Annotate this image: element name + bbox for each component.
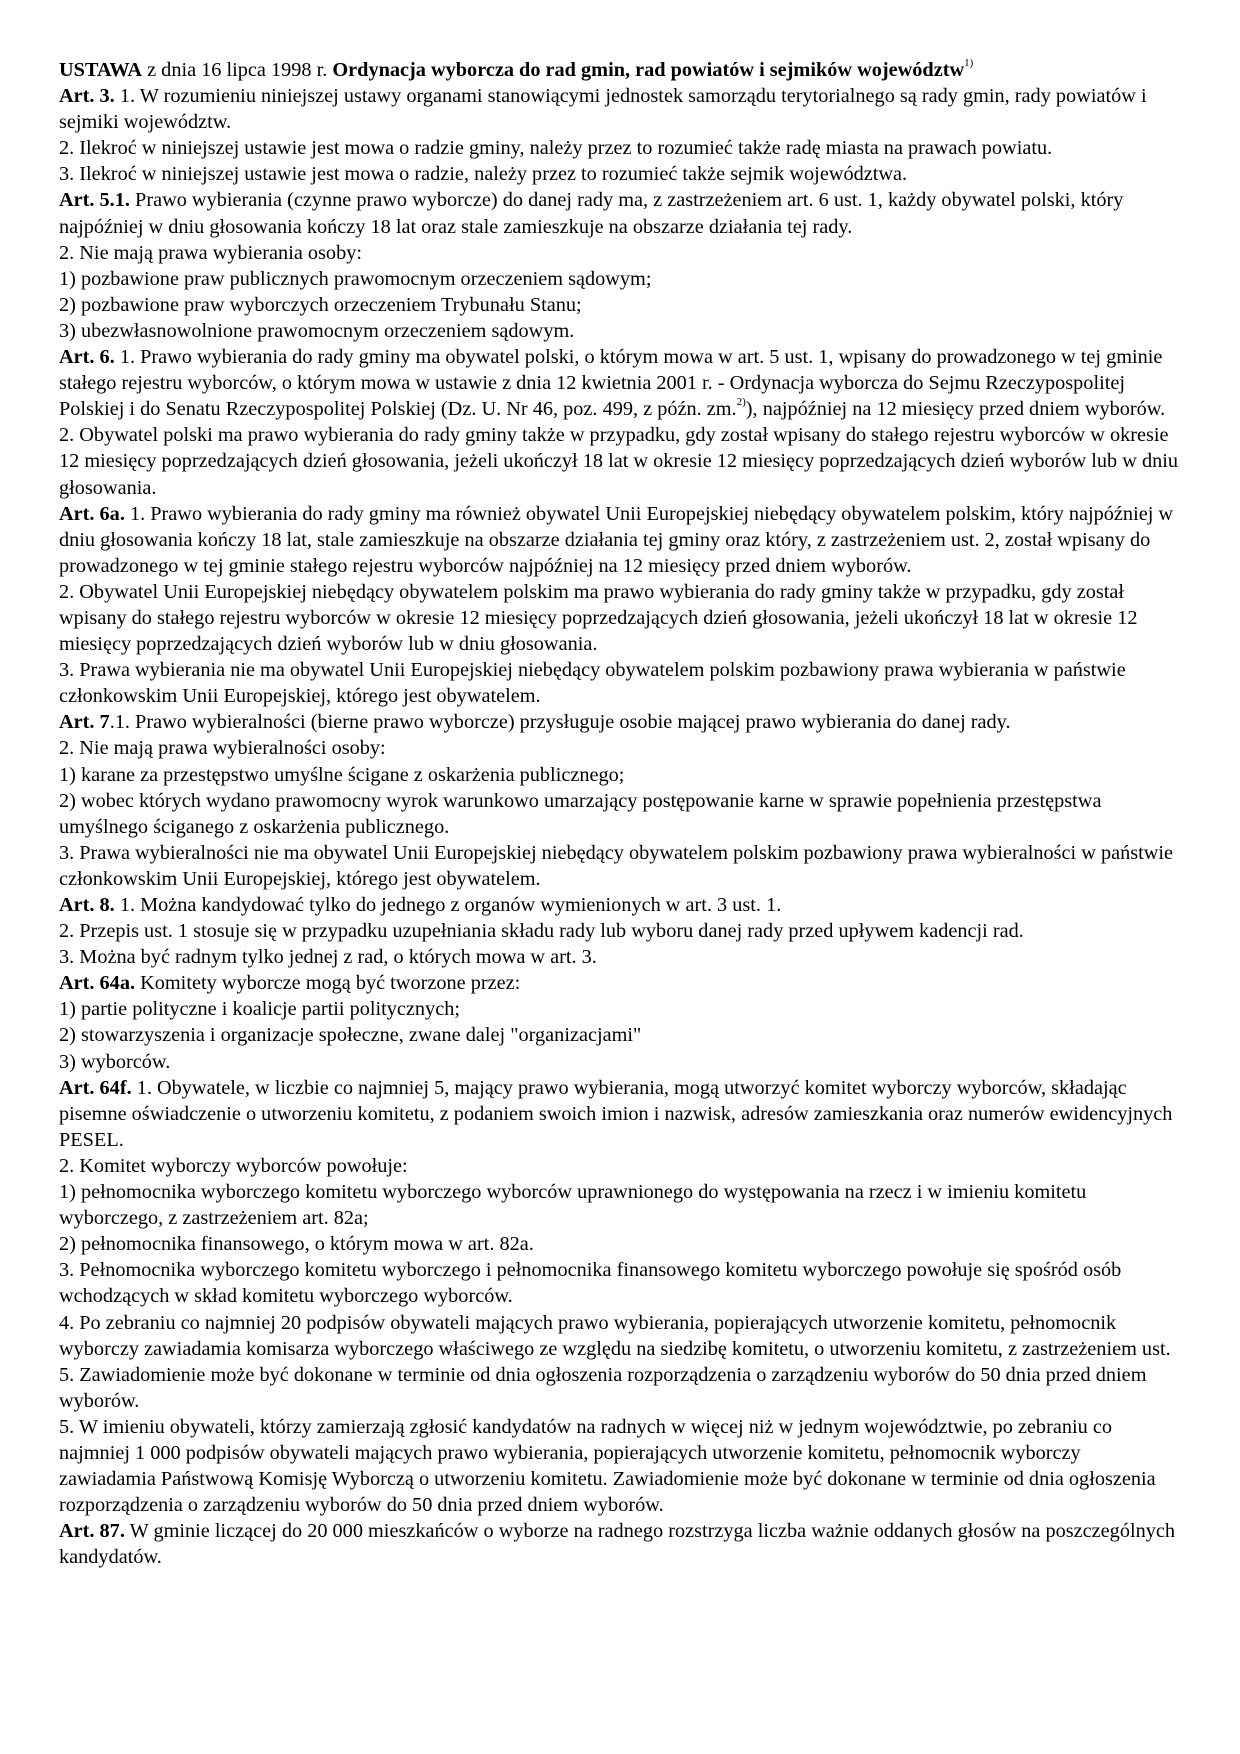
document-body [59,83,1181,1570]
paragraph-text: 3) ubezwłasnowolnione prawomocnym orzeczeniem sądowym. [59,319,575,342]
paragraph [59,892,1181,918]
article-number: Art. 64f. [59,1076,132,1099]
article-number: Art. 5.1. [59,189,130,212]
paragraph [59,996,1181,1022]
paragraph-text: 2. Obywatel Unii Europejskiej niebędący obywatelem polskim ma prawo wybierania do rady gminy także w przypadku, gdy został wpisany do stałego rejestru wyborców w okresie 12 miesięcy poprzedzających dzień głosowania, jeżeli ukończył 18 lat w okresie 12 miesięcy poprzedzających dzień wyborów lub w dniu głosowania. [59,580,1138,656]
article-number: Art. 64a. [59,972,136,995]
article-number: Art. 7 [59,711,110,734]
paragraph-text: 3. Pełnomocnika wyborczego komitetu wyborczego i pełnomocnika finansowego komitetu wyborczego powołuje się spośród osób wchodzących w skład komitetu wyborczego wyborców. [59,1259,1122,1308]
paragraph [59,344,1181,422]
paragraph-text-tail: ), najpóźniej na 12 miesięcy przed dniem wyborów. [745,398,1166,421]
paragraph-text: 3. Prawa wybierania nie ma obywatel Unii Europejskiej niebędący obywatelem polskim pozbawiony prawa wybierania w państwie członkowskim Unii Europejskiej, którego jest obywatelem. [59,659,1126,708]
paragraph [59,83,1181,135]
paragraph-text: 1) pełnomocnika wyborczego komitetu wyborczego wyborców uprawnionego do występowania na rzecz i w imieniu komitetu wyborczego, z zastrzeżeniem art. 82a; [59,1181,1087,1230]
paragraph-text: Komitety wyborcze mogą być tworzone przez: [135,972,521,995]
title-name: Ordynacja wyborcza do rad gmin, rad powiatów i sejmików województw [332,59,965,81]
paragraph [59,1049,1181,1075]
paragraph-text: 2) stowarzyszenia i organizacje społeczne, zwane dalej "organizacjami" [59,1024,642,1047]
paragraph [59,161,1181,187]
paragraph [59,187,1181,239]
paragraph [59,1179,1181,1231]
paragraph-text: 2) wobec których wydano prawomocny wyrok warunkowo umarzający postępowanie karne w sprawie popełnienia przestępstwa umyślnego ściganego z oskarżenia publicznego. [59,789,1102,838]
paragraph-text: 2. Przepis ust. 1 stosuje się w przypadku uzupełniania składu rady lub wyboru danej rady przed upływem kadencji rad. [59,920,1024,943]
paragraph-text: 1) partie polityczne i koalicje partii politycznych; [59,998,460,1021]
document-title [59,57,1181,83]
paragraph [59,266,1181,292]
paragraph [59,918,1181,944]
paragraph [59,762,1181,788]
paragraph-text: 2. Nie mają prawa wybierania osoby: [59,241,362,264]
paragraph [59,1257,1181,1309]
paragraph [59,240,1181,266]
article-number: Art. 8. [59,894,115,916]
paragraph [59,1310,1181,1414]
paragraph-text: 1. W rozumieniu niniejszej ustawy organami stanowiącymi jednostek samorządu terytorialnego są rady gmin, rady powiatów i sejmiki województw. [59,85,1147,134]
paragraph-text: 4. Po zebraniu co najmniej 20 podpisów obywateli mających prawo wybierania, popierających utworzenie komitetu, pełnomocnik wyborczy zawiadamia komisarza wyborczego właściwego ze względu na siedzibę komitetu, o utworzeniu komitetu, z zastrzeżeniem ust. 5. Zawiadomienie może być dokonane w terminie od dnia ogłoszenia rozporządzenia o zarządzeniu wyborów do 50 dnia przed dniem wyborów. [59,1311,1171,1412]
paragraph [59,292,1181,318]
paragraph-text: Prawo wybierania (czynne prawo wyborcze) do danej rady ma, z zastrzeżeniem art. 6 ust. 1, każdy obywatel polski, który najpóźniej w dniu głosowania kończy 18 lat oraz stale zamieszkuje na obszarze działania tej rady. [59,189,1124,238]
footnote-ref: 2) [736,396,746,409]
paragraph [59,1153,1181,1179]
paragraph-text: 1. Można kandydować tylko do jednego z organów wymienionych w art. 3 ust. 1. [114,894,782,916]
paragraph-text: 3. Można być radnym tylko jednej z rad, o których mowa w art. 3. [59,946,597,969]
paragraph-text: 5. W imieniu obywateli, którzy zamierzają zgłosić kandydatów na radnych w więcej niż w jednym województwie, po zebraniu co najmniej 1 000 podpisów obywateli mających prawo wybierania, popierających utworzenie komitetu, pełnomocnik wyborczy zawiadamia Państwową Komisję Wyborczą o utworzeniu komitetu. Zawiadomienie może być dokonane w terminie od dnia ogłoszenia rozporządzenia o zarządzeniu wyborów do 50 dnia przed dniem wyborów. [59,1415,1156,1517]
title-footnote: 1) [964,57,974,70]
paragraph [59,709,1181,735]
paragraph-text: 3. Ilekroć w niniejszej ustawie jest mowa o radzie, należy przez to rozumieć także sejmik województwa. [59,163,908,186]
paragraph [59,135,1181,161]
paragraph-text: 2) pozbawione praw wyborczych orzeczeniem Trybunału Stanu; [59,293,582,316]
paragraph [59,1231,1181,1257]
paragraph-text: 1. Prawo wybierania do rady gminy ma obywatel polski, o którym mowa w art. 5 ust. 1, wpisany do prowadzonego w tej gminie stałego rejestru wyborców, o którym mowa w ustawie z dnia 12 kwietnia 2001 r. - Ordynacja wyborcza do Sejmu Rzeczypospolitej Polskiej i do Senatu Rzeczypospolitej Polskiej (Dz. U. Nr 46, poz. 499, z późn. zm. [59,346,1163,421]
paragraph [59,1022,1181,1048]
paragraph-text: W gminie liczącej do 20 000 mieszkańców o wyborze na radnego rozstrzyga liczba ważnie oddanych głosów na poszczególnych kandydatów. [59,1520,1176,1569]
paragraph [59,840,1181,892]
paragraph [59,1518,1181,1570]
paragraph [59,501,1181,579]
paragraph-text: 1) pozbawione praw publicznych prawomocnym orzeczeniem sądowym; [59,267,652,290]
document-page [59,57,1181,1570]
paragraph-text: 2. Ilekroć w niniejszej ustawie jest mowa o radzie gminy, należy przez to rozumieć także radę miasta na prawach powiatu. [59,137,1053,160]
paragraph-text: 3. Prawa wybieralności nie ma obywatel Unii Europejskiej niebędący obywatelem polskim pozbawiony prawa wybieralności w państwie członkowskim Unii Europejskiej, którego jest obywatelem. [59,841,1174,890]
paragraph-text: 1) karane za przestępstwo umyślne ścigane z oskarżenia publicznego; [59,763,625,786]
paragraph [59,1414,1181,1518]
paragraph [59,735,1181,761]
paragraph [59,970,1181,996]
title-date: z dnia 16 lipca 1998 r. [142,59,333,81]
paragraph-text: 2) pełnomocnika finansowego, o którym mowa w art. 82a. [59,1233,534,1256]
paragraph-text: 2. Obywatel polski ma prawo wybierania do rady gminy także w przypadku, gdy został wpisany do stałego rejestru wyborców w okresie 12 miesięcy poprzedzających dzień głosowania, jeżeli ukończył 18 lat w okresie 12 miesięcy poprzedzających dzień wyborów lub w dniu głosowania. [59,424,1179,499]
paragraph-text: 1. Prawo wybierania do rady gminy ma również obywatel Unii Europejskiej niebędący obywatelem polskim, który najpóźniej w dniu głosowania kończy 18 lat, stale zamieszkuje na obszarze działania tej gminy oraz który, z zastrzeżeniem ust. 2, został wpisany do prowadzonego w tej gminie stałego rejestru wyborców najpóźniej na 12 miesięcy przed dniem wyborów. [59,502,1174,577]
paragraph-text: 1. Obywatele, w liczbie co najmniej 5, mający prawo wybierania, mogą utworzyć komitet wyborczy wyborców, składając pisemne oświadczenie o utworzeniu komitetu, z podaniem swoich imion i nazwisk, adresów zamieszkania oraz numerów ewidencyjnych PESEL. [59,1076,1173,1151]
paragraph-text: 2. Nie mają prawa wybieralności osoby: [59,737,386,760]
paragraph [59,422,1181,500]
paragraph [59,1075,1181,1153]
paragraph [59,944,1181,970]
paragraph [59,318,1181,344]
article-number: Art. 3. [59,85,115,108]
paragraph [59,579,1181,657]
paragraph-text: 2. Komitet wyborczy wyborców powołuje: [59,1154,408,1177]
article-number: Art. 6a. [59,502,125,525]
paragraph [59,788,1181,840]
article-number: Art. 87. [59,1520,125,1543]
paragraph-text: 3) wyborców. [59,1050,171,1073]
paragraph-text: .1. Prawo wybieralności (bierne prawo wyborcze) przysługuje osobie mającej prawo wybierania do danej rady. [109,711,1011,734]
title-label: USTAWA [59,59,143,81]
paragraph [59,657,1181,709]
article-number: Art. 6. [59,346,115,369]
